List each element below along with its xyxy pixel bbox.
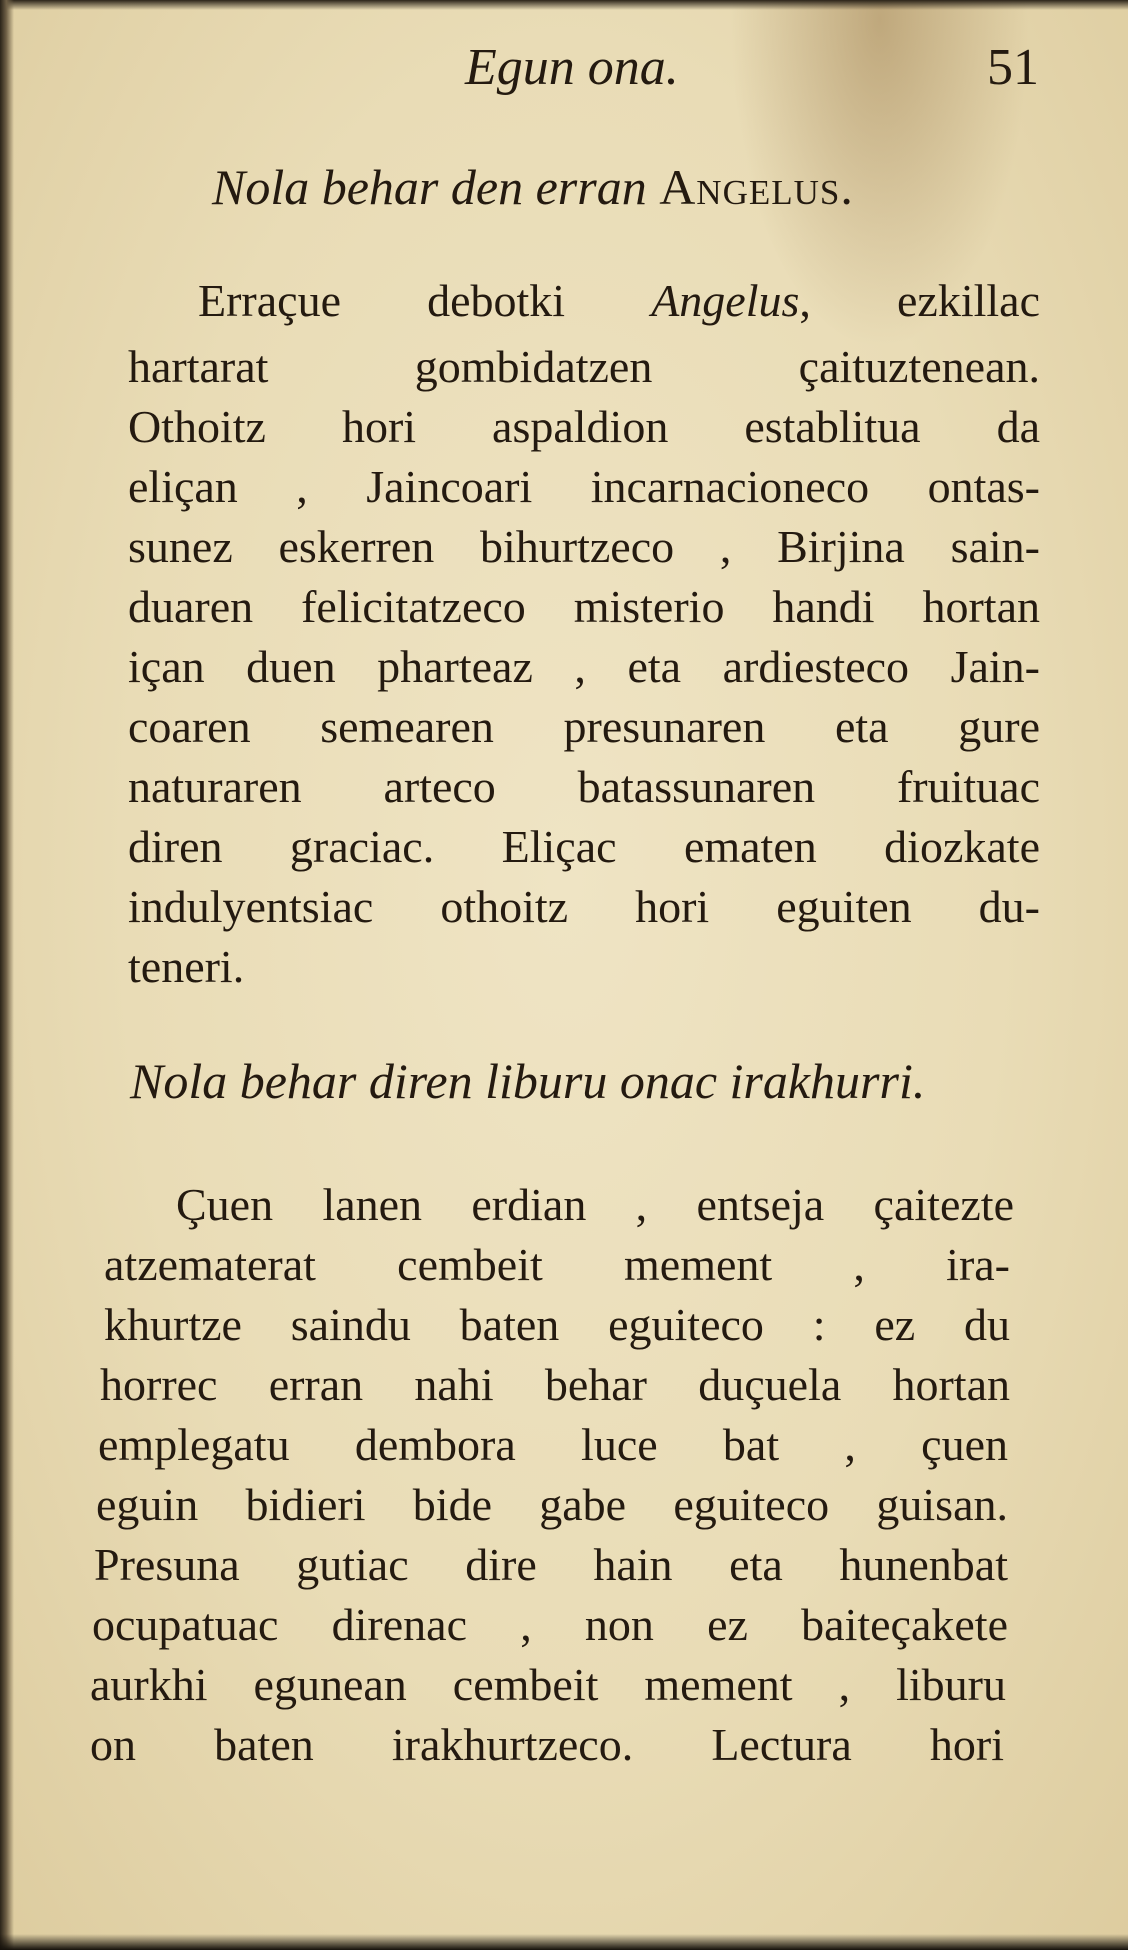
section-heading-liburu: Nola behar diren liburu onac irakhurri. xyxy=(130,1053,926,1109)
paragraph-line: aurkhi egunean cembeit mement , liburu xyxy=(90,1659,1006,1710)
paragraph-line: Çuen lanen erdian , entseja çaitezte xyxy=(176,1179,1014,1230)
italic-word: Angelus xyxy=(651,275,800,326)
page-top-shadow xyxy=(0,0,1128,10)
paragraph-line: Othoitz hori aspaldion establitua da xyxy=(128,401,1040,452)
paragraph-line xyxy=(198,274,1040,327)
paragraph-line: hartarat gombidatzen çaituztenean. xyxy=(128,341,1040,392)
page-number: 51 xyxy=(987,39,1039,96)
paragraph-line: coaren semearen presunaren eta gure xyxy=(128,701,1040,752)
page-bottom-shadow xyxy=(0,1934,1128,1950)
running-header: Egun ona. xyxy=(465,39,679,96)
paragraph-line: eliçan , Jaincoari incarnacioneco ontas- xyxy=(128,461,1040,512)
paragraph-line: indulyentsiac othoitz hori eguiten du- xyxy=(128,881,1040,932)
paragraph-line: emplegatu dembora luce bat , çuen xyxy=(98,1419,1008,1470)
paragraph-line: horrec erran nahi behar duçuela hortan xyxy=(100,1359,1010,1410)
paragraph-line: içan duen pharteaz , eta ardiesteco Jain- xyxy=(128,641,1040,692)
paragraph-line: Presuna gutiac dire hain eta hunenbat xyxy=(94,1539,1008,1590)
section-heading-angelus xyxy=(212,158,854,216)
heading-keyword: Angelus. xyxy=(659,159,854,215)
line-text: , ezkillac xyxy=(799,275,1041,326)
paragraph-line: naturaren arteco batassunaren fruituac xyxy=(128,761,1040,812)
paragraph-line: sunez eskerren bihurtzeco , Birjina sain- xyxy=(128,521,1040,572)
paragraph-line: eguin bidieri bide gabe eguiteco guisan. xyxy=(96,1479,1008,1530)
paragraph-line: duaren felicitatzeco misterio handi hortan xyxy=(128,581,1040,632)
page-spine-edge xyxy=(0,0,14,1950)
paragraph-line: diren graciac. Eliçac ematen diozkate xyxy=(128,821,1040,872)
paragraph-line: khurtze saindu baten eguiteco : ez du xyxy=(104,1299,1010,1350)
heading-prefix: Nola behar den erran xyxy=(212,159,647,215)
paragraph-line: on baten irakhurtzeco. Lectura hori xyxy=(90,1719,1004,1770)
paragraph-line: atzematerat cembeit mement , ira- xyxy=(104,1239,1010,1290)
paragraph-line: ocupatuac direnac , non ez baiteçakete xyxy=(92,1599,1008,1650)
paragraph-line: teneri. xyxy=(128,941,245,992)
line-text: Erraçue debotki xyxy=(198,275,652,326)
